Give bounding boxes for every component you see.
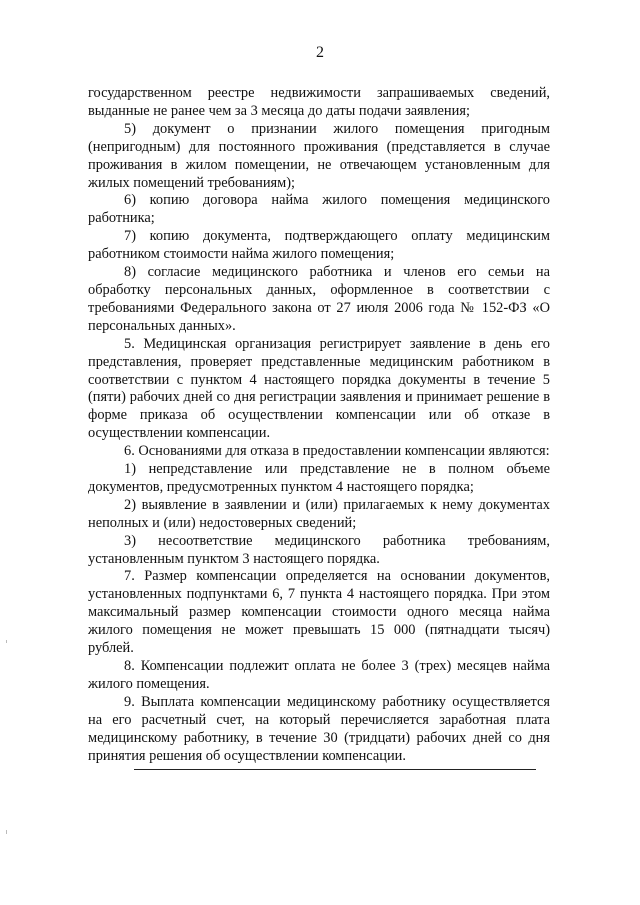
scan-artifact	[6, 640, 7, 643]
paragraph-clause-9: 9. Выплата компенсации медицинскому работнику осуществляется на его расчетный счет, на который перечисляется заработная плата медицинскому работнику, в течение 30 (тридцати) рабочих дней со дня принятия решения об осуществлении компенсации.	[88, 693, 550, 764]
paragraph-item-6-contract: 6) копию договора найма жилого помещения медицинского работника;	[88, 192, 550, 227]
paragraph-continuation: государственном реестре недвижимости запрашиваемых сведений, выданные не ранее чем за 3 месяца до даты подачи заявления;	[88, 85, 550, 119]
scan-artifact	[6, 830, 7, 834]
paragraph-clause-8: 8. Компенсации подлежит оплата не более 3 (трех) месяцев найма жилого помещения.	[88, 658, 550, 692]
end-divider-line	[134, 769, 536, 770]
paragraph-clause-7: 7. Размер компенсации определяется на основании документов, установленных подпунктами 6, 7 пункта 4 настоящего порядка. При этом максимальный размер компенсации стоимости одного месяца найма жилого помещения не может превышать 15 000 (пятнадцати тысяч) рублей.	[88, 568, 550, 657]
document-body	[88, 85, 550, 765]
paragraph-clause-6: 6. Основаниями для отказа в предоставлении компенсации являются:	[124, 443, 550, 460]
paragraph-refusal-2: 2) выявление в заявлении и (или) прилагаемых к нему документах неполных и (или) недостоверных сведений;	[88, 496, 550, 531]
paragraph-item-5-document: 5) документ о признании жилого помещения пригодным (непригодным) для постоянного проживания (представляется в случае проживания в жилом помещении, не отвечающем установленным для жилых помещений требованиям);	[88, 120, 550, 191]
paragraph-refusal-3: 3) несоответствие медицинского работника требованиям, установленным пунктом 3 настоящего порядка.	[88, 532, 550, 567]
paragraph-refusal-1: 1) непредставление или представление не в полном объеме документов, предусмотренных пунктом 4 настоящего порядка;	[88, 461, 550, 495]
paragraph-item-7-payment: 7) копию документа, подтверждающего оплату медицинским работником стоимости найма жилого помещения;	[88, 228, 550, 263]
page-number: 2	[316, 44, 324, 61]
paragraph-item-8-consent: 8) согласие медицинского работника и членов его семьи на обработку персональных данных, оформленное в соответствии с требованиями Федерального закона от 27 июля 2006 года № 152-ФЗ «О персональных данных».	[88, 264, 550, 334]
paragraph-clause-5: 5. Медицинская организация регистрирует заявление в день его представления, проверяет представленные медицинским работником в соответствии с пунктом 4 настоящего порядка документы в течение 5 (пяти) рабочих дней со дня регистрации заявления и принимает решение в форме приказа об осуществлении компенсации или об отказе в осуществлении компенсации.	[88, 335, 550, 442]
